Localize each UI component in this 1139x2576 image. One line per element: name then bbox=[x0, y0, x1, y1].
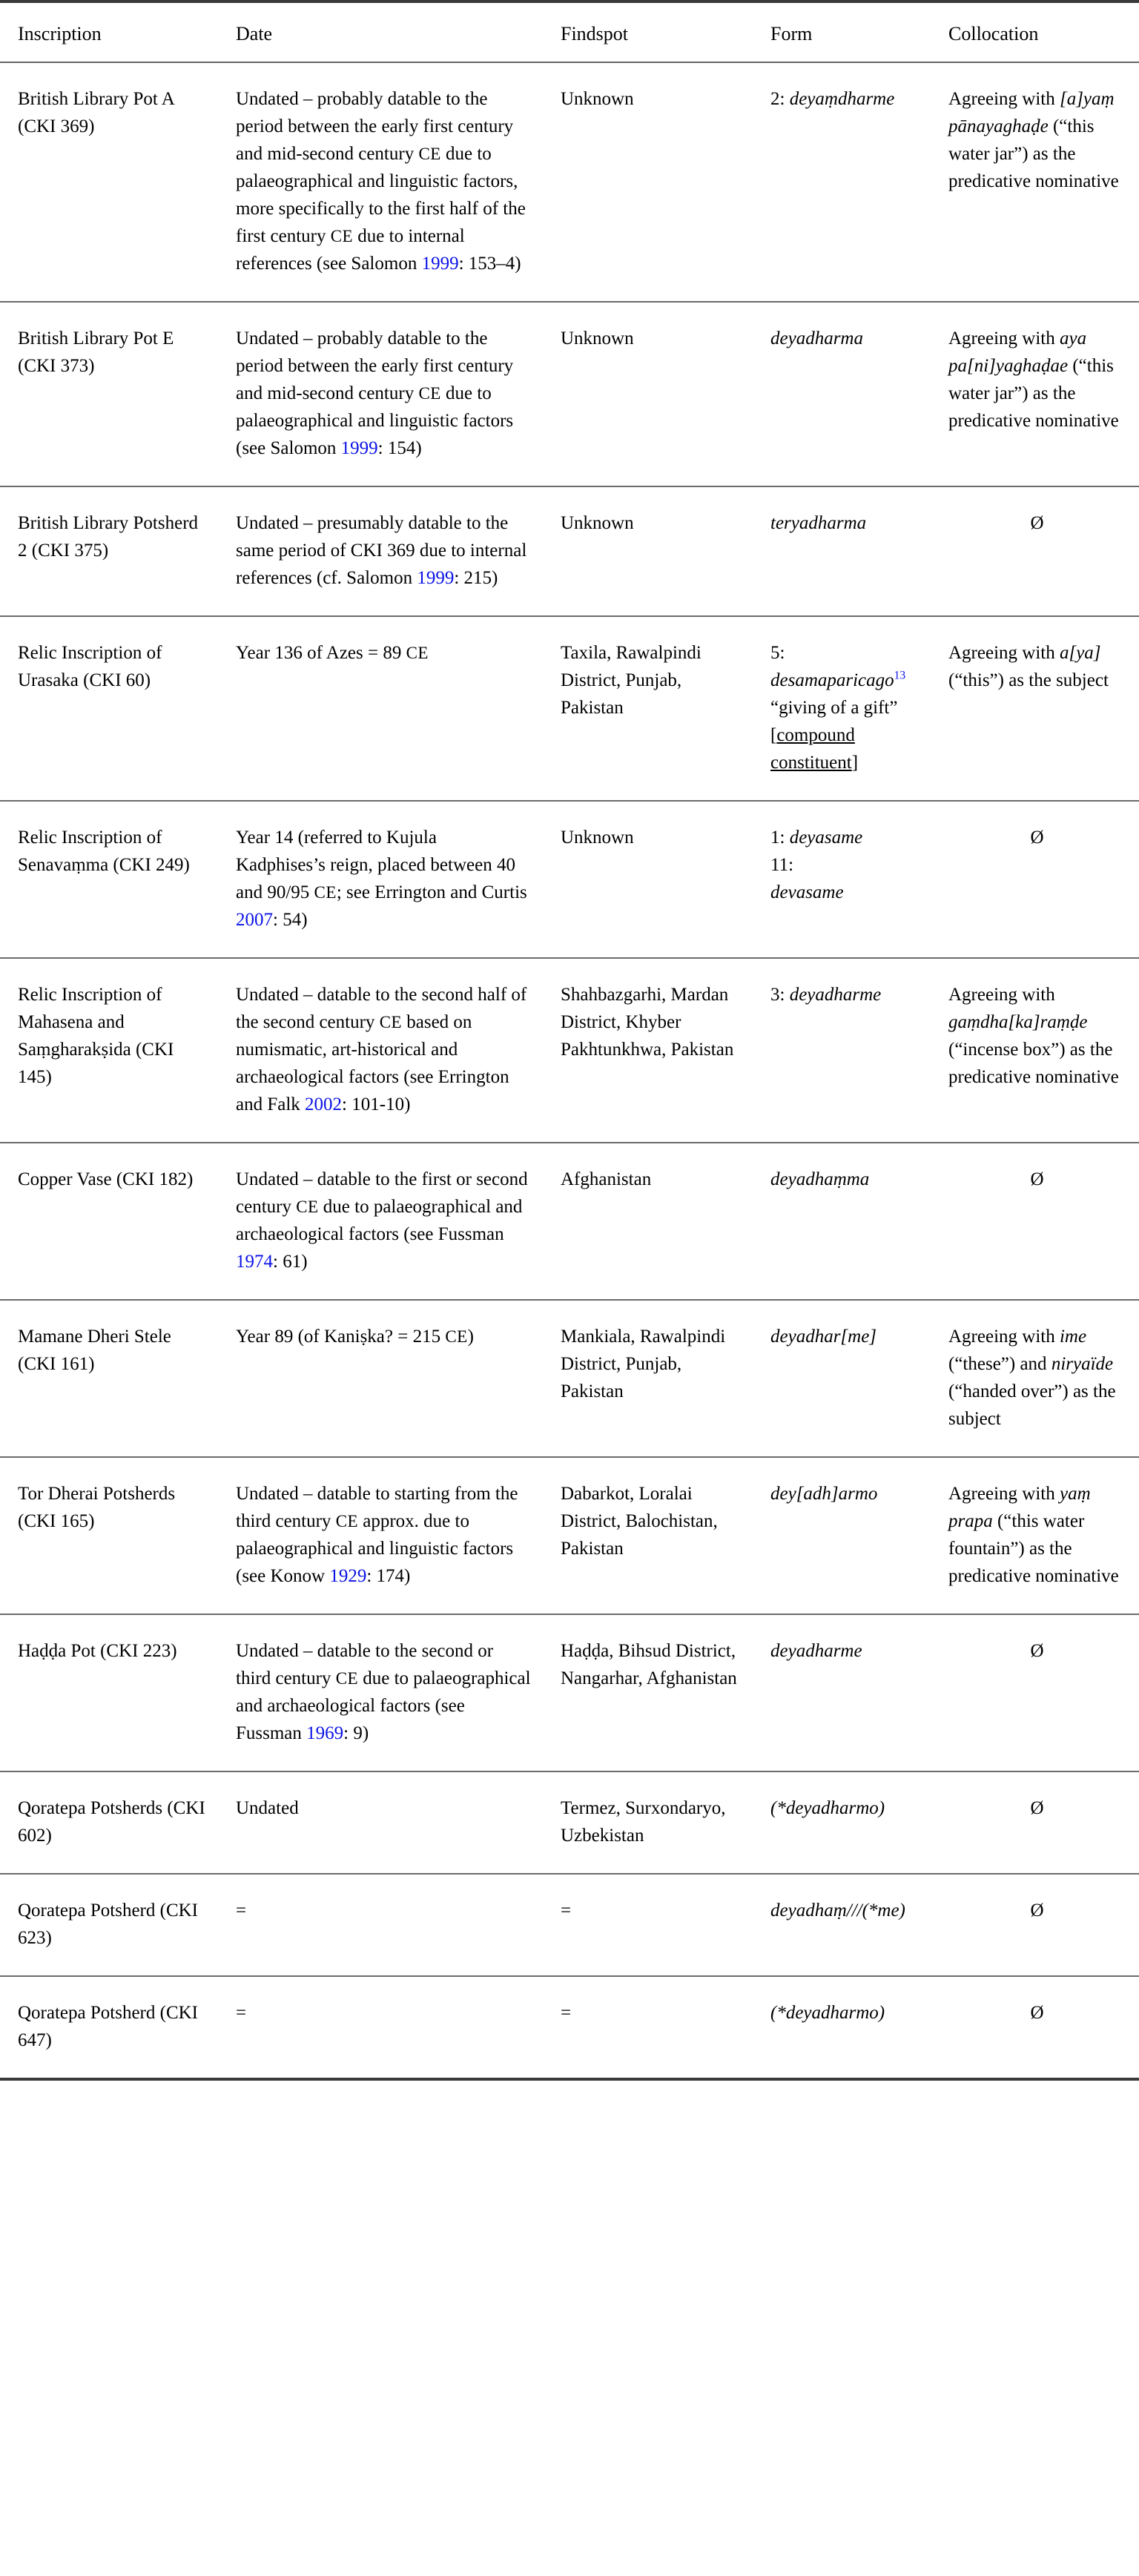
cell-findspot: Unknown bbox=[547, 801, 757, 958]
cell-collocation: Agreeing with gaṃdha[ka]raṃḍe (“incense box”) as the predicative nominative bbox=[935, 958, 1139, 1143]
era-abbrev: CE bbox=[314, 882, 337, 902]
table-header-row bbox=[0, 1, 1139, 62]
cell-date: Undated – presumably datable to the same period of CKI 369 due to internal references (cf. Salomon 1999: 215) bbox=[222, 486, 547, 616]
collocation-term: yaṃ prapa bbox=[948, 1483, 1091, 1531]
table-row bbox=[0, 1976, 1139, 2079]
cell-findspot: Haḍḍa, Bihsud District, Nangarhar, Afghanistan bbox=[547, 1614, 757, 1771]
form-term: dey[adh]armo bbox=[770, 1483, 878, 1504]
null-collocation-symbol: Ø bbox=[1030, 1900, 1044, 1921]
table-row bbox=[0, 1771, 1139, 1874]
cell-findspot: = bbox=[547, 1976, 757, 2079]
cell-form bbox=[757, 486, 935, 616]
cell-date: = bbox=[222, 1874, 547, 1976]
cell-form bbox=[757, 302, 935, 486]
table-body bbox=[0, 62, 1139, 2079]
cell-inscription: Qoratepa Potsherds (CKI 602) bbox=[0, 1771, 222, 1874]
form-term-secondary: devasame bbox=[770, 882, 844, 902]
null-collocation-symbol: Ø bbox=[1030, 827, 1044, 848]
column-header-form: Form bbox=[757, 1, 935, 62]
cell-collocation bbox=[935, 1614, 1139, 1771]
cell-collocation bbox=[935, 1771, 1139, 1874]
cell-inscription: Qoratepa Potsherd (CKI 647) bbox=[0, 1976, 222, 2079]
cell-findspot: Unknown bbox=[547, 486, 757, 616]
cell-form bbox=[757, 1457, 935, 1614]
cell-inscription: Relic Inscription of Urasaka (CKI 60) bbox=[0, 616, 222, 801]
cell-date: Undated – datable to starting from the third century CE approx. due to palaeographical and linguistic factors (see Konow 1929: 174) bbox=[222, 1457, 547, 1614]
cell-collocation bbox=[935, 1143, 1139, 1300]
column-header-inscription: Inscription bbox=[0, 1, 222, 62]
cell-form: 5: desamaparicago$^{13}$ “giving of a gift” [compound constituent] bbox=[757, 616, 935, 801]
form-term: (*deyadharmo) bbox=[770, 2002, 885, 2023]
cell-form: 3: deyadharme bbox=[757, 958, 935, 1143]
cell-form bbox=[757, 1614, 935, 1771]
era-abbrev: CE bbox=[296, 1197, 319, 1216]
cell-collocation bbox=[935, 1874, 1139, 1976]
citation-year-link[interactable]: 1929 bbox=[329, 1565, 367, 1586]
null-collocation-symbol: Ø bbox=[1030, 1797, 1044, 1818]
cell-form bbox=[757, 1874, 935, 1976]
cell-inscription: British Library Potsherd 2 (CKI 375) bbox=[0, 486, 222, 616]
citation-year-link[interactable]: 1999 bbox=[340, 437, 378, 458]
cell-date: Undated – probably datable to the period between the early first century and mid-second century CE due to palaeographical and linguistic factors, more specifically to the first half of the first century CE due to internal references (see Salomon 1999: 153–4) bbox=[222, 62, 547, 302]
cell-form: 2: deyaṃdharme bbox=[757, 62, 935, 302]
cell-date: Undated bbox=[222, 1771, 547, 1874]
era-abbrev: CE bbox=[335, 1668, 358, 1688]
form-term: desamaparicago bbox=[770, 670, 894, 690]
collocation-term: gaṃdha[ka]raṃḍe bbox=[948, 1011, 1088, 1032]
table-row bbox=[0, 1143, 1139, 1300]
cell-findspot: = bbox=[547, 1874, 757, 1976]
form-term: teryadharma bbox=[770, 512, 867, 533]
citation-year-link[interactable]: 1974 bbox=[236, 1251, 273, 1272]
era-abbrev: CE bbox=[335, 1511, 358, 1530]
citation-year-link[interactable]: 2007 bbox=[236, 909, 273, 930]
column-header-collocation: Collocation bbox=[935, 1, 1139, 62]
compound-constituent-note: compound constituent bbox=[770, 724, 855, 773]
collocation-term: aya pa[ni]yaghaḍae bbox=[948, 328, 1087, 376]
cell-findspot: Unknown bbox=[547, 62, 757, 302]
cell-form bbox=[757, 1143, 935, 1300]
cell-collocation: Agreeing with aya pa[ni]yaghaḍae (“this water jar”) as the predicative nominative bbox=[935, 302, 1139, 486]
cell-collocation bbox=[935, 486, 1139, 616]
null-collocation-symbol: Ø bbox=[1030, 1169, 1044, 1189]
cell-inscription: Relic Inscription of Senavaṃma (CKI 249) bbox=[0, 801, 222, 958]
cell-findspot: Termez, Surxondaryo, Uzbekistan bbox=[547, 1771, 757, 1874]
table-head bbox=[0, 1, 1139, 62]
null-collocation-symbol: Ø bbox=[1030, 512, 1044, 533]
citation-year-link[interactable]: 2002 bbox=[305, 1094, 343, 1114]
cell-date: Undated – datable to the first or second century CE due to palaeographical and archaeological factors (see Fussman 1974: 61) bbox=[222, 1143, 547, 1300]
cell-findspot: Dabarkot, Loralai District, Balochistan, Pakistan bbox=[547, 1457, 757, 1614]
table-row bbox=[0, 1300, 1139, 1457]
era-abbrev: CE bbox=[445, 1327, 468, 1346]
form-term: deyaṃdharme bbox=[789, 88, 895, 109]
cell-date: Year 136 of Azes = 89 CE bbox=[222, 616, 547, 801]
null-collocation-symbol: Ø bbox=[1030, 2002, 1044, 2023]
table-row bbox=[0, 302, 1139, 486]
citation-year-link[interactable]: 1999 bbox=[417, 567, 455, 588]
null-collocation-symbol: Ø bbox=[1030, 1640, 1044, 1661]
cell-date: Undated – datable to the second or third century CE due to palaeographical and archaeological factors (see Fussman 1969: 9) bbox=[222, 1614, 547, 1771]
table-row bbox=[0, 1874, 1139, 1976]
cell-collocation: Agreeing with yaṃ prapa (“this water fountain”) as the predicative nominative bbox=[935, 1457, 1139, 1614]
cell-inscription: Relic Inscription of Mahasena and Saṃgharakṣida (CKI 145) bbox=[0, 958, 222, 1143]
cell-findspot: Taxila, Rawalpindi District, Punjab, Pakistan bbox=[547, 616, 757, 801]
table-row bbox=[0, 801, 1139, 958]
collocation-term: a[ya] bbox=[1059, 642, 1101, 663]
cell-findspot: Unknown bbox=[547, 302, 757, 486]
cell-findspot: Mankiala, Rawalpindi District, Punjab, Pakistan bbox=[547, 1300, 757, 1457]
form-term: deyadhaṃ///(*me) bbox=[770, 1900, 905, 1921]
cell-collocation: Agreeing with [a]yaṃ pānayaghaḍe (“this water jar”) as the predicative nominative bbox=[935, 62, 1139, 302]
citation-year-link[interactable]: 1969 bbox=[306, 1723, 344, 1743]
cell-collocation bbox=[935, 1976, 1139, 2079]
cell-collocation bbox=[935, 801, 1139, 958]
cell-collocation: Agreeing with ime (“these”) and niryaïde (“handed over”) as the subject bbox=[935, 1300, 1139, 1457]
form-term: deyadhar[me] bbox=[770, 1326, 877, 1347]
column-header-findspot: Findspot bbox=[547, 1, 757, 62]
era-abbrev: CE bbox=[330, 226, 354, 245]
footnote-reference[interactable]: 13 bbox=[894, 669, 906, 682]
table-row bbox=[0, 486, 1139, 616]
cell-inscription: British Library Pot E (CKI 373) bbox=[0, 302, 222, 486]
citation-year-link[interactable]: 1999 bbox=[421, 253, 459, 274]
cell-inscription: Qoratepa Potsherd (CKI 623) bbox=[0, 1874, 222, 1976]
column-header-date: Date bbox=[222, 1, 547, 62]
cell-inscription: Tor Dherai Potsherds (CKI 165) bbox=[0, 1457, 222, 1614]
era-abbrev: CE bbox=[418, 383, 441, 403]
cell-date: Undated – datable to the second half of the second century CE based on numismatic, art-historical and archaeological factors (see Errington and Falk 2002: 101-10) bbox=[222, 958, 547, 1143]
collocation-term: ime bbox=[1059, 1326, 1087, 1347]
cell-date: Year 14 (referred to Kujula Kadphises’s reign, placed between 40 and 90/95 CE; see Errington and Curtis 2007: 54) bbox=[222, 801, 547, 958]
cell-date: = bbox=[222, 1976, 547, 2079]
collocation-term: [a]yaṃ pānayaghaḍe bbox=[948, 88, 1115, 136]
cell-findspot: Afghanistan bbox=[547, 1143, 757, 1300]
table-row bbox=[0, 1614, 1139, 1771]
table-row bbox=[0, 958, 1139, 1143]
form-term: deyadharme bbox=[770, 1640, 862, 1661]
cell-inscription: Mamane Dheri Stele (CKI 161) bbox=[0, 1300, 222, 1457]
table-row bbox=[0, 616, 1139, 801]
cell-form bbox=[757, 1300, 935, 1457]
cell-date: Undated – probably datable to the period between the early first century and mid-second century CE due to palaeographical and linguistic factors (see Salomon 1999: 154) bbox=[222, 302, 547, 486]
cell-inscription: Haḍḍa Pot (CKI 223) bbox=[0, 1614, 222, 1771]
cell-form: 1: deyasame 11: devasame bbox=[757, 801, 935, 958]
era-abbrev: CE bbox=[406, 643, 429, 662]
cell-findspot: Shahbazgarhi, Mardan District, Khyber Pakhtunkhwa, Pakistan bbox=[547, 958, 757, 1143]
form-term: (*deyadharmo) bbox=[770, 1797, 885, 1818]
cell-inscription: Copper Vase (CKI 182) bbox=[0, 1143, 222, 1300]
form-term: deyasame bbox=[789, 827, 863, 848]
table-row bbox=[0, 62, 1139, 302]
form-term: deyadharma bbox=[770, 328, 863, 349]
cell-inscription: British Library Pot A (CKI 369) bbox=[0, 62, 222, 302]
era-abbrev: CE bbox=[418, 144, 441, 163]
cell-form bbox=[757, 1771, 935, 1874]
form-term: deyadhaṃma bbox=[770, 1169, 870, 1189]
form-term: deyadharme bbox=[789, 984, 882, 1005]
era-abbrev: CE bbox=[379, 1012, 402, 1031]
cell-date: Year 89 (of Kaniṣka? = 215 CE) bbox=[222, 1300, 547, 1457]
cell-form bbox=[757, 1976, 935, 2079]
cell-collocation: Agreeing with a[ya] (“this”) as the subject bbox=[935, 616, 1139, 801]
table-row bbox=[0, 1457, 1139, 1614]
collocation-term-secondary: niryaïde bbox=[1051, 1353, 1114, 1374]
